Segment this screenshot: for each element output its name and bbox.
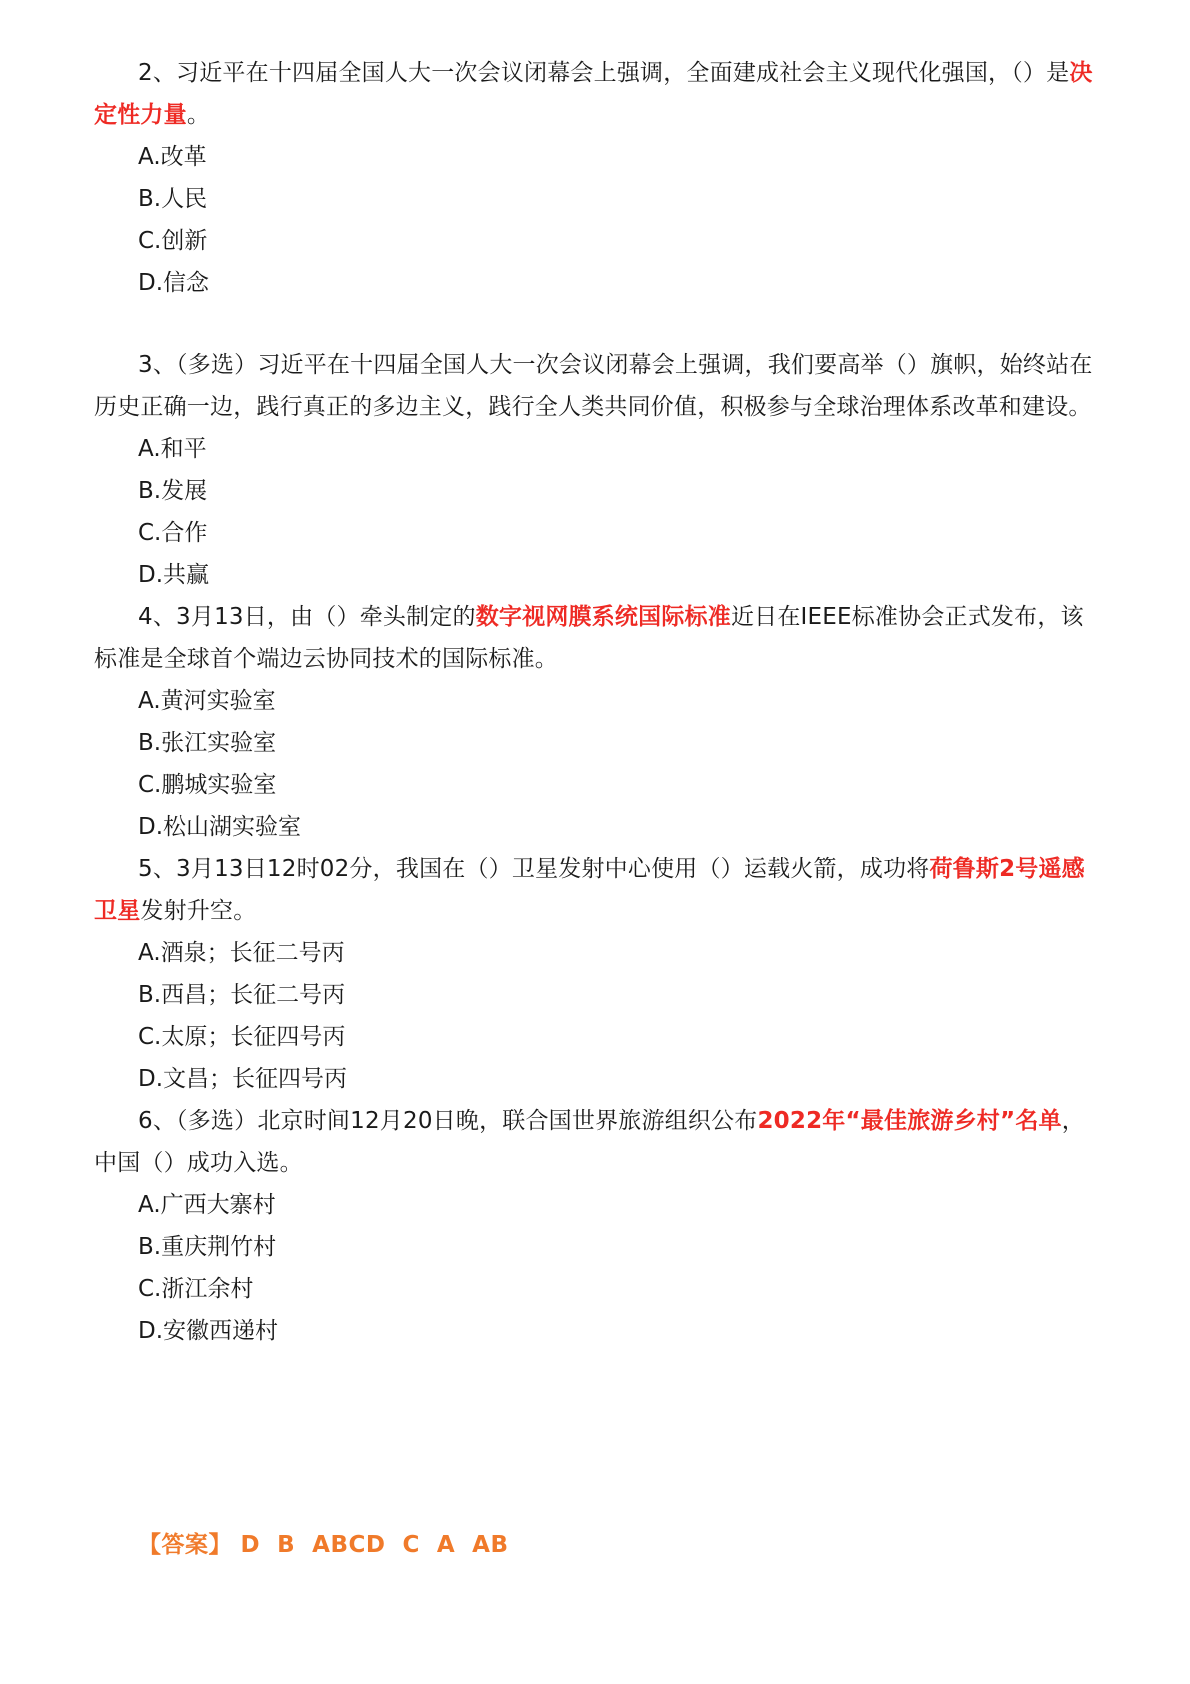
question-2-option-d: D.信念 [138, 270, 210, 296]
question-3-text [94, 344, 1104, 428]
question-5-option-a: A.酒泉；长征二号丙 [138, 940, 345, 966]
question-6-text [94, 1100, 1104, 1184]
question-3-part-1: 3、（多选）习近平在十四届全国人大一次会议闭幕会上强调，我们要高举（）旗帜，始终站在历史正确一边，践行真正的多边主义，践行全人类共同价值，积极参与全球治理体系改革和建设。 [94, 352, 1093, 420]
question-6-option-c: C.浙江余村 [138, 1276, 254, 1302]
question-6-option-d: D.安徽西递村 [138, 1318, 279, 1344]
question-6-part-1: 6、（多选）北京时间12月20日晚，联合国世界旅游组织公布 [138, 1108, 758, 1134]
question-4-option-a: A.黄河实验室 [138, 688, 276, 714]
question-4-part-1: 4、3月13日，由（）牵头制定的 [138, 604, 476, 630]
question-3-option-b: B.发展 [138, 478, 208, 504]
question-4-option-b: B.张江实验室 [138, 730, 277, 756]
question-3-option-a: A.和平 [138, 436, 207, 462]
question-4-highlight: 数字视网膜系统国际标准 [475, 604, 731, 630]
spacer [94, 304, 1104, 344]
question-2-option-c: C.创新 [138, 228, 208, 254]
question-5-text [94, 848, 1104, 932]
question-2-option-a: A.改革 [138, 144, 207, 170]
question-5-option-b: B.西昌；长征二号丙 [138, 982, 346, 1008]
question-4-part-3: 近日在IEEE标准协会正式发布，该标准是全球首个端边云协同技术的国际标准。 [94, 604, 1084, 672]
question-3 [94, 344, 1104, 596]
document-page [94, 52, 1104, 1352]
question-6-highlight: 2022年“最佳旅游乡村”名单 [757, 1108, 1062, 1134]
question-4 [94, 596, 1104, 848]
question-6 [94, 1100, 1104, 1352]
question-5-part-3: 发射升空。 [140, 898, 257, 924]
question-5-highlight: 荷鲁斯2号遥感卫星 [94, 856, 1085, 924]
question-3-option-c: C.合作 [138, 520, 208, 546]
question-5-part-1: 5、3月13日12时02分，我国在（）卫星发射中心使用（）运载火箭，成功将 [138, 856, 930, 882]
question-5 [94, 848, 1104, 1100]
question-6-option-a: A.广西大寨村 [138, 1192, 276, 1218]
question-5-option-d: D.文昌；长征四号丙 [138, 1066, 348, 1092]
question-4-option-d: D.松山湖实验室 [138, 814, 302, 840]
question-6-option-b: B.重庆荆竹村 [138, 1234, 277, 1260]
answer-key: 【答案】 D B ABCD C A AB [138, 1532, 509, 1558]
question-6-part-3: ，中国（）成功入选。 [94, 1108, 1085, 1176]
question-3-option-d: D.共赢 [138, 562, 210, 588]
question-4-option-c: C.鹏城实验室 [138, 772, 277, 798]
question-2-part-1: 2、习近平在十四届全国人大一次会议闭幕会上强调，全面建成社会主义现代化强国，（）是 [138, 60, 1070, 86]
question-2 [94, 52, 1104, 304]
question-2-highlight: 决定性力量 [94, 60, 1093, 128]
question-2-text [94, 52, 1104, 136]
question-5-option-c: C.太原；长征四号丙 [138, 1024, 346, 1050]
question-2-option-b: B.人民 [138, 186, 208, 212]
question-4-text [94, 596, 1104, 680]
question-2-part-3: 。 [186, 102, 211, 128]
